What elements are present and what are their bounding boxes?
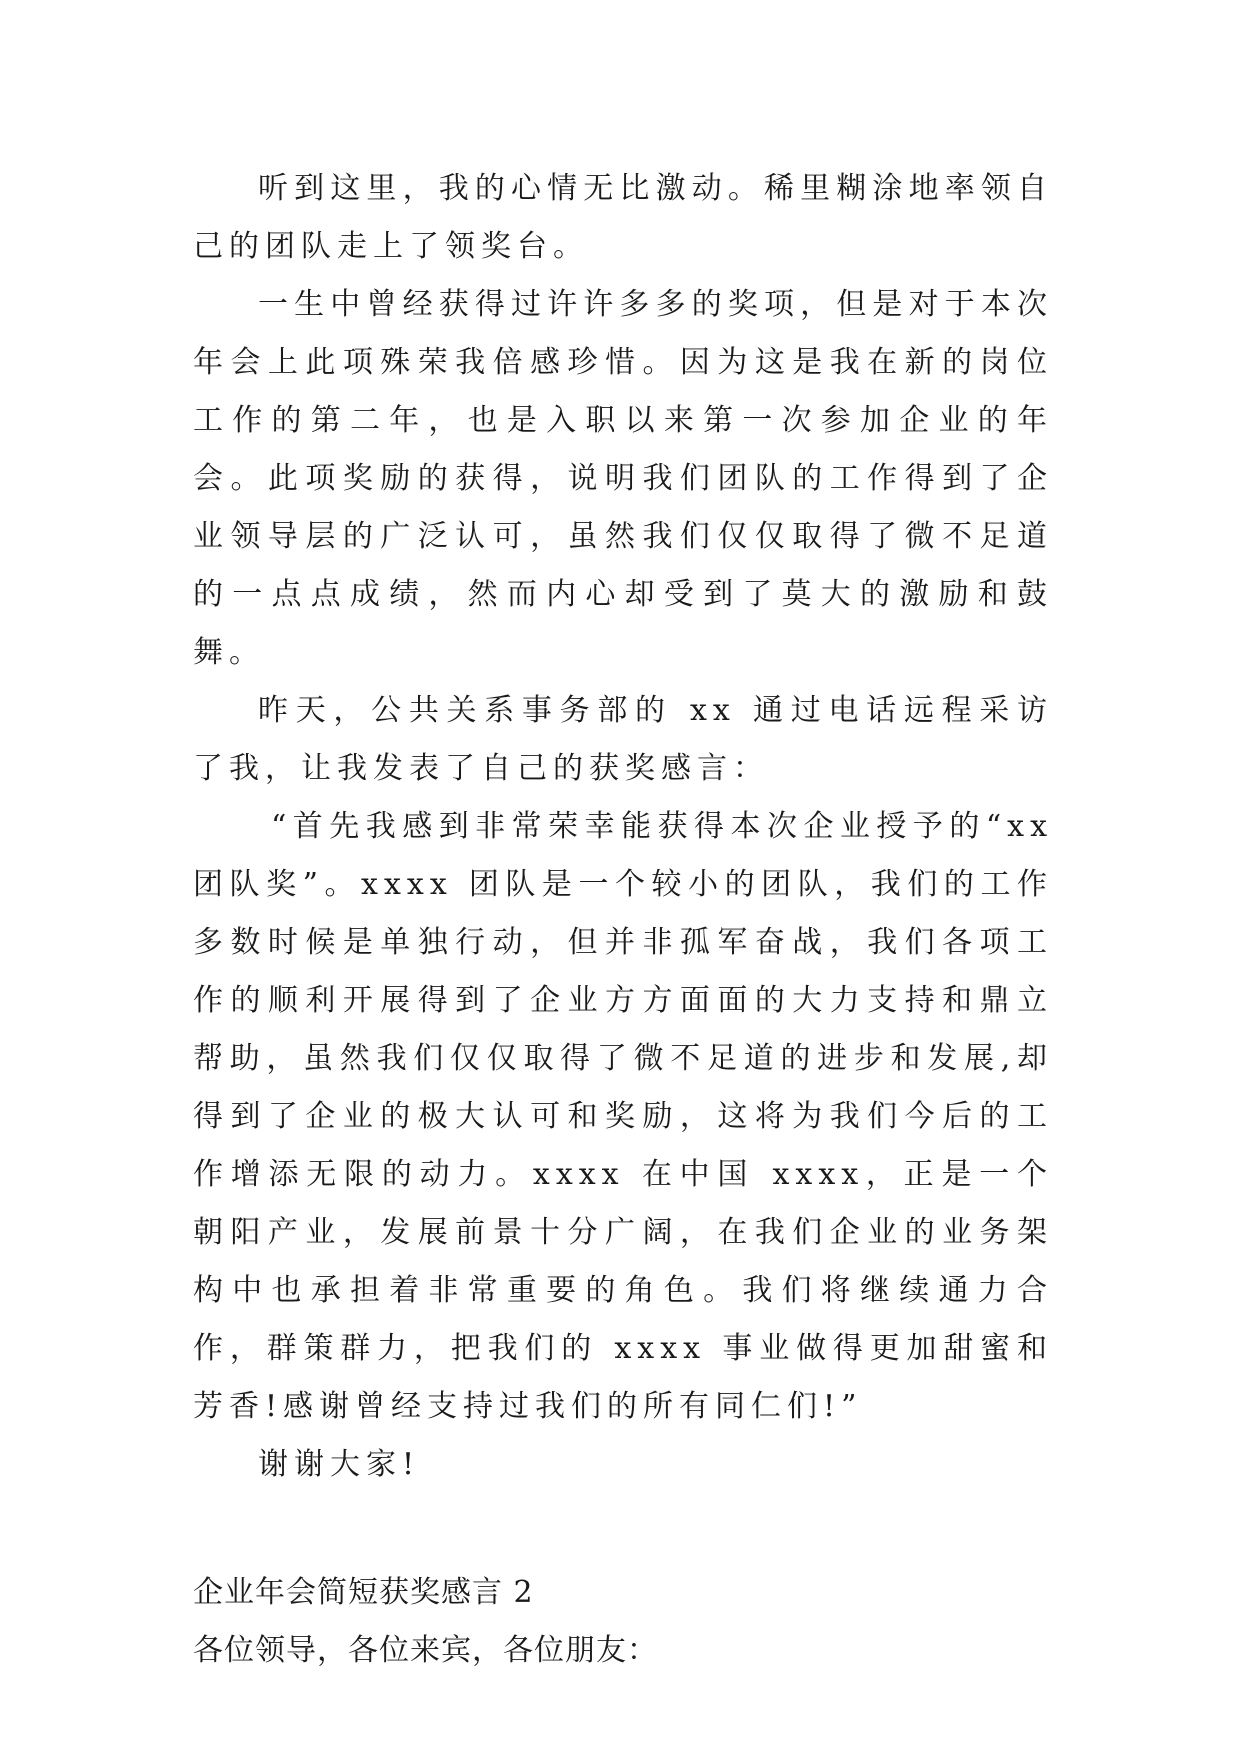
closing-thanks: 谢谢大家!	[258, 1447, 421, 1482]
paragraph-1: 听到这里，我的心情无比激动。稀里糊涂地率领自己的团队走上了领奖台。	[193, 171, 1053, 264]
paragraph-3: 昨天，公共关系事务部的 xx 通过电话远程采访了我，让我发表了自己的获奖感言：	[193, 693, 1053, 786]
section-gap	[193, 1494, 1053, 1564]
section-title: 企业年会简短获奖感言 2	[193, 1575, 534, 1610]
quoted-speech: “首先我感到非常荣幸能获得本次企业授予的“xx 团队奖”。xxxx 团队是一个较小的团队，我们的工作多数时候是单独行动，但并非孤军奋战，我们各项工作的顺利开展得到了企业方方面面的大力支持和鼎立帮助，虽然我们仅仅取得了微不足道的进步和发展,却得到了企业的极大认可和奖励，这将为我们今后的工作增添无限的动力。xxxx 在中国 xxxx，正是一个朝阳产业，发展前景十分广阔，在我们企业的业务架构中也承担着非常重要的角色。我们将继续通力合作，群策群力，把我们的 xxxx 事业做得更加甜蜜和芳香!感谢曾经支持过我们的所有同仁们!”	[193, 809, 1053, 1424]
paragraph-2: 一生中曾经获得过许许多多的奖项，但是对于本次年会上此项殊荣我倍感珍惜。因为这是我在新的岗位工作的第二年，也是入职以来第一次参加企业的年会。此项奖励的获得，说明我们团队的工作得到了企业领导层的广泛认可，虽然我们仅仅取得了微不足道的一点点成绩，然而内心却受到了莫大的激励和鼓舞。	[193, 287, 1053, 670]
document-body	[193, 160, 1053, 1680]
salutation: 各位领导，各位来宾，各位朋友：	[193, 1633, 658, 1668]
